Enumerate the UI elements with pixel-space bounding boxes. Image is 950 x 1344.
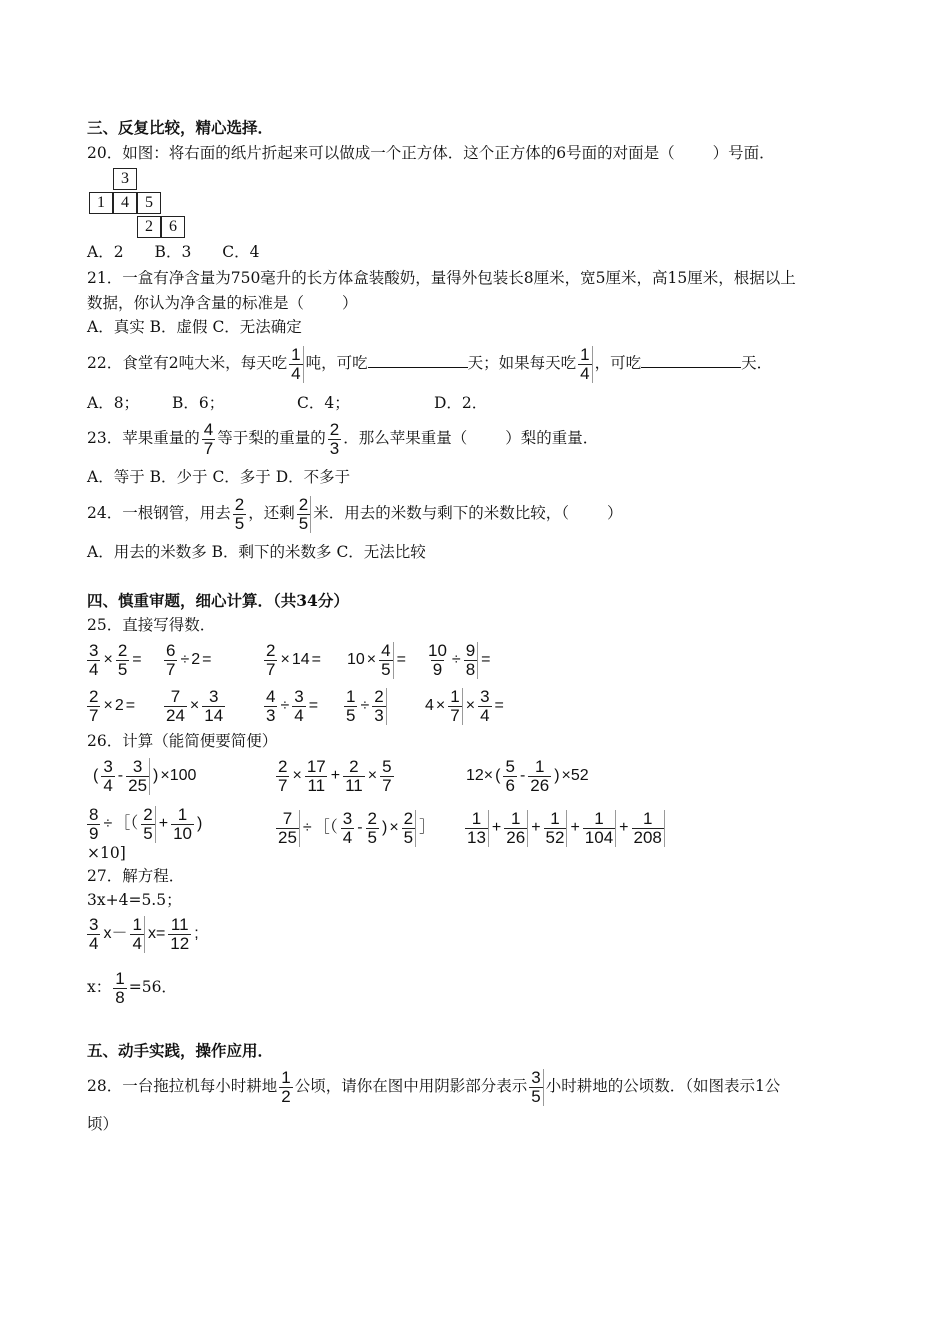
math-text: ÷ xyxy=(103,815,113,832)
q22-text: 吨，可吃 xyxy=(305,354,368,372)
q25-r1-b xyxy=(162,638,213,681)
math-text: = xyxy=(481,651,491,668)
fraction xyxy=(583,810,616,847)
math-text: × xyxy=(103,697,113,714)
math-text: 9 xyxy=(465,640,476,660)
math-text: 3 xyxy=(89,914,99,934)
math-text: 1 xyxy=(132,914,142,934)
q28-line2: 顷） xyxy=(87,1115,119,1133)
math-text: 10 xyxy=(347,651,365,668)
math-text: × xyxy=(366,651,377,668)
math-text: 3 xyxy=(374,705,384,725)
q26-expr-4 xyxy=(85,802,203,845)
math-text: 2 xyxy=(329,419,340,439)
math-text: 7 xyxy=(89,705,99,725)
math-text: × xyxy=(435,697,446,714)
q22-option-a: A．8； xyxy=(87,394,140,412)
math-text: 1 xyxy=(346,686,356,706)
math-text: 1 xyxy=(550,808,560,828)
q26-title: 26．计算（能简便要简便） xyxy=(87,732,278,750)
math-text: 14 xyxy=(204,705,224,725)
q24-stem xyxy=(87,493,622,533)
math-text: 3 xyxy=(342,808,353,828)
math-text: 2 xyxy=(403,808,414,828)
q26-expr-2 xyxy=(274,754,396,797)
q20-stem xyxy=(87,143,775,163)
math-text: 1 xyxy=(471,808,482,828)
math-text: 5 xyxy=(367,827,377,847)
math-text: 7 xyxy=(266,659,276,679)
math-text: 1 xyxy=(642,808,653,828)
math-text: 2 xyxy=(281,1086,291,1106)
fraction xyxy=(264,688,277,725)
math-text: 7 xyxy=(203,438,214,458)
q20-text-b: ）号面． xyxy=(712,144,775,162)
math-text: 5 xyxy=(381,659,391,679)
q26-expr-5 xyxy=(274,806,436,849)
math-text: ÷ xyxy=(280,697,290,714)
fraction xyxy=(544,810,568,847)
math-text: 1 xyxy=(450,686,460,706)
fraction xyxy=(113,970,126,1007)
math-text: 5 xyxy=(505,756,515,776)
math-text: 2 xyxy=(367,808,377,828)
fraction xyxy=(344,688,357,725)
math-text: 4 xyxy=(89,933,99,953)
q22-text: 天；如果每天吃 xyxy=(467,354,577,372)
math-text: 1 xyxy=(291,344,301,364)
math-operator: - xyxy=(357,819,363,836)
q24-text: 米．用去的米数与剩下的米数比较，（ xyxy=(313,504,569,522)
q23-options: A．等于 B．少于 C．多于 D．不多于 xyxy=(87,468,351,486)
fraction xyxy=(366,810,379,847)
math-text: 4 xyxy=(425,697,434,714)
math-text: 7 xyxy=(278,775,288,795)
math-text: 3 xyxy=(103,756,113,776)
q21-line2a: 数据，你认为净含量的标准是（ xyxy=(87,294,305,312)
q28-line1 xyxy=(87,1064,780,1108)
q25-r1-e xyxy=(424,638,492,681)
fraction xyxy=(168,916,191,953)
math-text: × xyxy=(189,697,200,714)
math-text: 7 xyxy=(282,808,293,828)
net-face: 5 xyxy=(137,192,161,214)
fraction xyxy=(578,346,592,383)
math-text: 7 xyxy=(450,705,460,725)
math-operator: ) xyxy=(381,819,388,836)
math-text: 10 xyxy=(428,640,447,660)
math-text: 14 xyxy=(291,651,310,668)
q23-text: 等于梨的重量的 xyxy=(217,429,326,447)
math-operator: ( xyxy=(93,767,99,784)
math-text: = xyxy=(202,651,212,668)
math-text: ÷ xyxy=(180,651,190,668)
fraction xyxy=(279,1069,292,1106)
q27-eq2 xyxy=(85,912,200,955)
math-text: 11 xyxy=(307,775,326,795)
math-text: 2 xyxy=(117,640,128,660)
net-face: 4 xyxy=(113,192,137,214)
math-text: 6 xyxy=(166,640,176,660)
math-text: =56． xyxy=(128,978,177,996)
math-text: 4 xyxy=(132,933,142,953)
math-text: 24 xyxy=(166,705,185,725)
fraction xyxy=(448,688,462,725)
q26-expr-4-tail: ×10] xyxy=(87,844,126,862)
math-text: 2 xyxy=(234,494,245,514)
math-text: 4 xyxy=(580,363,590,383)
math-operator: + xyxy=(158,815,169,832)
fraction xyxy=(341,810,354,847)
math-text: 8 xyxy=(89,804,99,824)
math-text: 2 xyxy=(349,756,359,776)
q22-option-c: C．4； xyxy=(297,394,350,412)
fraction xyxy=(379,642,393,679)
fraction xyxy=(164,688,187,725)
math-text: 2 xyxy=(89,686,99,706)
math-text: 1 xyxy=(594,808,604,828)
math-text: 7 xyxy=(166,659,176,679)
math-text: 2 xyxy=(266,640,276,660)
section-3-title: 三、反复比较，精心选择． xyxy=(87,118,274,137)
math-text: 3 xyxy=(480,686,490,706)
q20-options: A．2 B．3 C．4 xyxy=(87,243,260,261)
fraction xyxy=(529,1069,543,1106)
section-4-title: 四、慎重审题，细心计算．（共34分） xyxy=(87,591,349,610)
math-text: 3 xyxy=(89,640,99,660)
math-text: 2 xyxy=(278,756,288,776)
math-operator: ［（ xyxy=(313,819,338,836)
math-text: 11 xyxy=(345,775,363,795)
math-text: 7 xyxy=(170,686,181,706)
math-text: 8 xyxy=(465,659,476,679)
q27-title: 27．解方程． xyxy=(87,867,185,885)
q24-text: ） xyxy=(606,504,623,522)
math-text: = xyxy=(132,651,142,668)
q23-text: ）梨的重量． xyxy=(505,429,599,447)
net-face: 6 xyxy=(161,216,185,238)
math-text: × xyxy=(103,651,113,668)
math-text: = xyxy=(494,697,504,714)
q25-title: 25．直接写得数． xyxy=(87,616,216,634)
math-text: 小时耕地的公顷数．（如图表示1公 xyxy=(545,1077,781,1095)
math-text: 9 xyxy=(432,659,443,679)
math-text: 5 xyxy=(143,823,153,843)
fraction xyxy=(402,810,416,847)
math-operator: ) xyxy=(554,767,560,784)
q25-r2-d xyxy=(342,684,389,727)
math-operator: ; xyxy=(194,925,199,942)
q20-text-a: 20．如图：将右面的纸片折起来可以做成一个正方体．这个正方体的6号面的对面是（ xyxy=(87,144,675,162)
math-text: 17 xyxy=(306,756,326,776)
math-text: 8 xyxy=(115,987,125,1007)
q24-text: ，还剩 xyxy=(248,504,295,522)
math-text: 2 xyxy=(298,494,309,514)
net-face: 3 xyxy=(113,168,137,190)
q25-r1-d xyxy=(346,638,407,681)
math-operator: + xyxy=(491,819,502,836)
fraction xyxy=(202,421,215,458)
math-operator: + xyxy=(619,819,629,836)
math-text: 208 xyxy=(633,827,662,847)
math-text: 2 xyxy=(143,804,153,824)
math-text: 104 xyxy=(584,827,614,847)
math-text: ÷ xyxy=(451,651,461,668)
math-text: 26 xyxy=(506,827,526,847)
q22-option-b: B．6； xyxy=(172,394,225,412)
math-operator: + xyxy=(330,767,341,784)
q21-line1: 21．一盒有净含量为750毫升的长方体盒装酸奶，量得外包装长8厘米，宽5厘米，高15厘米，根据以上 xyxy=(87,269,796,287)
math-text: × xyxy=(465,697,476,714)
math-operator: - xyxy=(519,767,526,784)
fraction xyxy=(202,688,225,725)
q25-r1-a xyxy=(85,638,143,681)
q25-r2-e xyxy=(424,684,505,727)
math-text: 3 xyxy=(208,686,219,706)
math-text: ÷ xyxy=(302,819,312,836)
q25-r2-a xyxy=(85,684,136,727)
fraction xyxy=(478,688,491,725)
fraction xyxy=(632,810,665,847)
math-operator: + xyxy=(570,819,580,836)
q22-stem xyxy=(87,343,772,383)
math-text: × xyxy=(389,819,399,836)
q23-stem xyxy=(87,418,598,458)
math-operator: ) xyxy=(197,815,203,832)
math-text: 4 xyxy=(342,827,353,847)
q21-line2 xyxy=(87,293,358,313)
math-operator: ］ xyxy=(419,819,436,836)
math-text: = xyxy=(396,651,406,668)
math-text: 3 xyxy=(132,756,143,776)
math-text: ÷ xyxy=(360,697,370,714)
fraction xyxy=(426,642,449,679)
math-text: 1 xyxy=(510,808,521,828)
math-text: 公顷，请你在图中用阴影部分表示 xyxy=(294,1077,528,1095)
math-text: 4 xyxy=(480,705,490,725)
fraction xyxy=(380,758,393,795)
answer-blank[interactable] xyxy=(641,353,741,368)
math-text: 7 xyxy=(382,775,392,795)
math-text: 5 xyxy=(234,513,245,533)
fraction xyxy=(87,642,100,679)
math-text: 1 xyxy=(580,344,590,364)
math-text: 4 xyxy=(294,705,304,725)
section-5-title: 五、动手实践，操作应用． xyxy=(87,1041,274,1060)
fraction xyxy=(292,688,305,725)
fraction xyxy=(130,916,144,953)
fraction xyxy=(87,688,100,725)
math-text: × xyxy=(280,651,290,668)
q22-option-d: D．2． xyxy=(434,394,488,412)
q26-expr-1 xyxy=(92,754,197,797)
math-text: 5 xyxy=(382,756,392,776)
math-text: 4 xyxy=(381,640,391,660)
q22-text: 22．食堂有2吨大米，每天吃 xyxy=(87,354,288,372)
math-text: 1 xyxy=(534,756,545,776)
fraction xyxy=(141,806,155,843)
q22-text: ，可吃 xyxy=(594,354,642,372)
math-text: 4 xyxy=(103,775,113,795)
fraction xyxy=(87,916,100,953)
fraction xyxy=(289,346,303,383)
q27-eq3 xyxy=(87,966,177,1008)
fraction xyxy=(87,806,100,843)
q22-text: 天． xyxy=(741,354,773,372)
q23-text: ．那么苹果重量（ xyxy=(343,429,468,447)
math-text: 6 xyxy=(505,775,515,795)
math-text: x： xyxy=(87,978,112,996)
fraction xyxy=(465,810,489,847)
math-text: 5 xyxy=(403,827,414,847)
q23-text: 23．苹果重量的 xyxy=(87,429,200,447)
math-text: 3 xyxy=(266,705,276,725)
fraction xyxy=(297,496,311,533)
math-text: 5 xyxy=(531,1086,541,1106)
fraction xyxy=(504,810,528,847)
answer-blank[interactable] xyxy=(368,353,468,368)
math-text: 25 xyxy=(128,775,148,795)
math-text: 52 xyxy=(545,827,565,847)
net-face: 1 xyxy=(89,192,113,214)
math-text: 5 xyxy=(298,513,309,533)
q27-eq1: 3x+4=5.5； xyxy=(87,891,182,909)
q25-r2-c xyxy=(262,684,319,727)
q21-line2b: ） xyxy=(342,294,358,312)
math-text: 4 xyxy=(203,419,214,439)
math-operator: - xyxy=(117,767,124,784)
math-text: 4 xyxy=(291,363,301,383)
fraction xyxy=(276,810,300,847)
math-text: 12× xyxy=(466,767,494,784)
math-operator: x= xyxy=(147,925,166,942)
fraction xyxy=(328,421,341,458)
math-text: 3 xyxy=(329,438,340,458)
fraction xyxy=(264,642,277,679)
math-text: 1 xyxy=(177,804,188,824)
math-operator: ) xyxy=(153,767,159,784)
math-text: 9 xyxy=(89,823,99,843)
q26-expr-3 xyxy=(465,754,590,797)
math-operator: ( xyxy=(495,767,501,784)
math-text: = xyxy=(125,697,136,714)
math-text: 2 xyxy=(191,651,201,668)
q24-text: 24．一根钢管，用去 xyxy=(87,504,231,522)
fraction xyxy=(503,758,516,795)
fraction xyxy=(116,642,129,679)
fraction xyxy=(276,758,289,795)
math-text: 25 xyxy=(278,827,297,847)
math-text: 4 xyxy=(89,659,99,679)
math-text: 13 xyxy=(467,827,486,847)
math-text: 2 xyxy=(374,686,384,706)
math-text: 2 xyxy=(114,697,124,714)
math-text: ×52 xyxy=(561,767,589,784)
math-text: 3 xyxy=(294,686,304,706)
fraction xyxy=(305,758,328,795)
math-text: 28．一台拖拉机每小时耕地 xyxy=(87,1077,278,1095)
math-text: 12 xyxy=(170,933,190,953)
q21-options: A．真实 B．虚假 C．无法确定 xyxy=(87,318,302,336)
math-text: 10 xyxy=(173,823,192,843)
math-operator: ［（ xyxy=(114,815,139,832)
fraction xyxy=(164,642,177,679)
math-text: 26 xyxy=(530,775,550,795)
math-text: 5 xyxy=(117,659,128,679)
math-text: 1 xyxy=(281,1067,291,1087)
math-text: 11 xyxy=(170,914,189,934)
fraction xyxy=(464,642,478,679)
math-text: ×100 xyxy=(160,767,197,784)
fraction xyxy=(372,688,386,725)
math-operator: x－ xyxy=(103,925,128,942)
math-text: 5 xyxy=(346,705,356,725)
math-text: = xyxy=(311,651,321,668)
fraction xyxy=(343,758,365,795)
math-operator: + xyxy=(531,819,541,836)
q25-r1-c xyxy=(262,638,322,681)
math-text: × xyxy=(292,767,302,784)
math-text: 1 xyxy=(115,968,125,988)
fraction xyxy=(126,758,150,795)
math-text: = xyxy=(308,697,319,714)
math-text: 4 xyxy=(266,686,276,706)
q26-expr-6 xyxy=(463,806,667,849)
fraction xyxy=(101,758,114,795)
q25-r2-b xyxy=(162,684,227,727)
fraction xyxy=(233,496,246,533)
q24-options: A．用去的米数多 B．剩下的米数多 C．无法比较 xyxy=(87,543,426,561)
math-text: × xyxy=(367,767,378,784)
fraction xyxy=(171,806,194,843)
math-text: 3 xyxy=(531,1067,541,1087)
fraction xyxy=(528,758,551,795)
net-face: 2 xyxy=(137,216,161,238)
